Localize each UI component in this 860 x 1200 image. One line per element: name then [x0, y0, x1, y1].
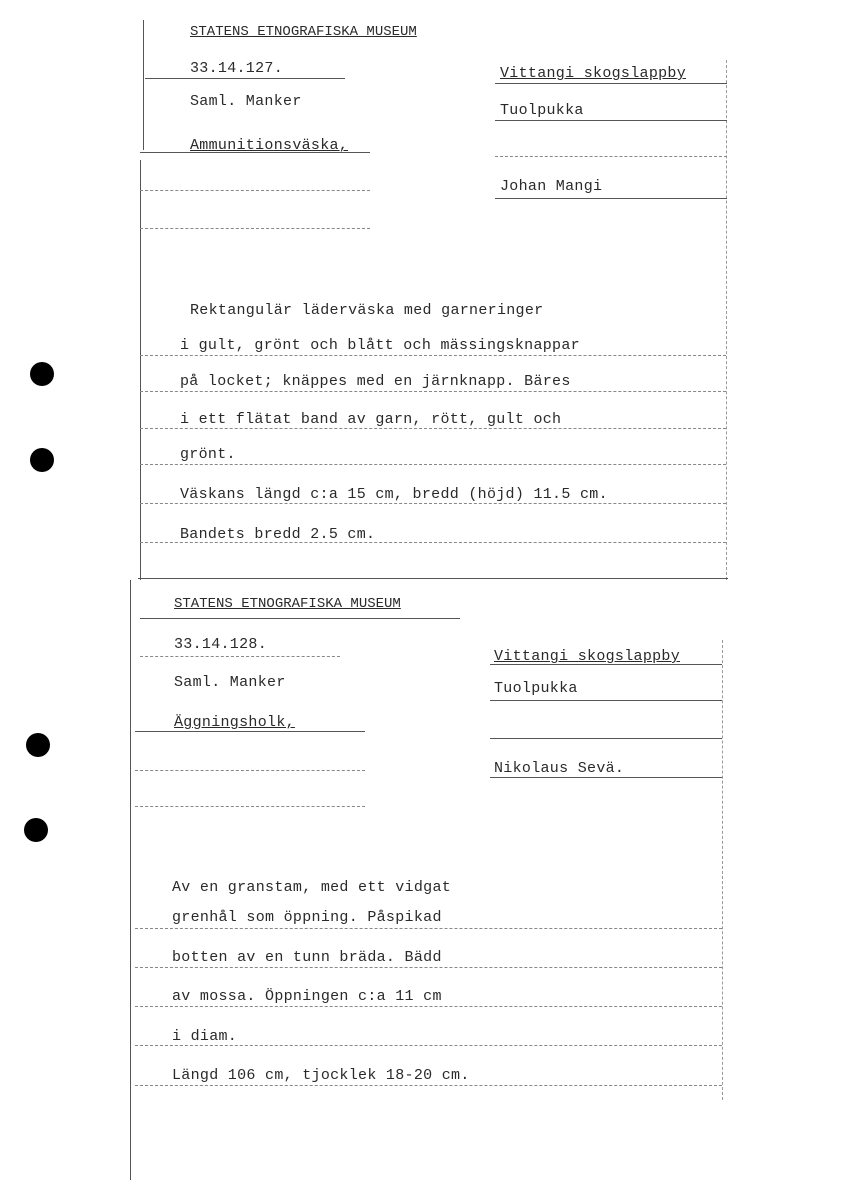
description-line: i gult, grönt och blått och mässingsknappar [180, 337, 580, 354]
divider [135, 1085, 722, 1086]
locality: Tuolpukka [494, 680, 578, 697]
punch-hole [30, 362, 54, 386]
divider [140, 391, 726, 392]
divider [490, 777, 722, 778]
divider [140, 503, 726, 504]
divider [140, 190, 370, 191]
divider [140, 542, 726, 543]
divider [135, 1045, 722, 1046]
owner: Johan Mangi [500, 178, 603, 195]
object-name: Ammunitionsväska, [190, 137, 349, 154]
divider [140, 428, 726, 429]
divider [140, 152, 370, 153]
card-border [722, 640, 723, 1100]
museum-header: STATENS ETNOGRAFISKA MUSEUM [174, 596, 401, 612]
punch-hole [26, 733, 50, 757]
divider [495, 83, 727, 84]
divider [495, 120, 727, 121]
divider [140, 228, 370, 229]
owner: Nikolaus Sevä. [494, 760, 625, 777]
divider [135, 806, 365, 807]
description-line: av mossa. Öppningen c:a 11 cm [172, 988, 442, 1005]
place: Vittangi skogslappby [494, 648, 681, 665]
punch-hole [30, 448, 54, 472]
catalog-number: 33.14.128. [174, 636, 268, 653]
divider [135, 967, 722, 968]
description-line: på locket; knäppes med en järnknapp. Bäres [180, 373, 571, 390]
collection: Saml. Manker [174, 674, 286, 691]
description-line: Rektangulär läderväska med garneringer [190, 302, 544, 319]
locality: Tuolpukka [500, 102, 584, 119]
divider [495, 198, 727, 199]
divider [140, 618, 460, 619]
divider [135, 928, 722, 929]
divider [495, 156, 727, 157]
divider [135, 1006, 722, 1007]
card-border [726, 60, 727, 580]
description-line: Av en granstam, med ett vidgat [172, 879, 452, 896]
card-separator [138, 578, 728, 579]
punch-hole [24, 818, 48, 842]
collection: Saml. Manker [190, 93, 302, 110]
card-border [130, 580, 131, 1180]
divider [145, 78, 345, 79]
divider [135, 731, 365, 732]
card-border [143, 20, 144, 150]
divider [140, 656, 340, 657]
description-line: Längd 106 cm, tjocklek 18-20 cm. [172, 1067, 470, 1084]
description-line: grönt. [180, 446, 236, 463]
divider [140, 464, 726, 465]
object-name: Äggningsholk, [174, 714, 295, 731]
place: Vittangi skogslappby [500, 65, 687, 82]
divider [490, 700, 722, 701]
divider [490, 738, 722, 739]
divider [490, 664, 722, 665]
description-line: i ett flätat band av garn, rött, gult och [180, 411, 562, 428]
description-line: grenhål som öppning. Påspikad [172, 909, 442, 926]
description-line: Bandets bredd 2.5 cm. [180, 526, 376, 543]
museum-header: STATENS ETNOGRAFISKA MUSEUM [190, 24, 417, 40]
description-line: i diam. [172, 1028, 238, 1045]
divider [135, 770, 365, 771]
description-line: botten av en tunn bräda. Bädd [172, 949, 442, 966]
card-border [140, 160, 141, 580]
catalog-number: 33.14.127. [190, 60, 284, 77]
divider [140, 355, 726, 356]
description-line: Väskans längd c:a 15 cm, bredd (höjd) 11.5 cm. [180, 486, 608, 503]
